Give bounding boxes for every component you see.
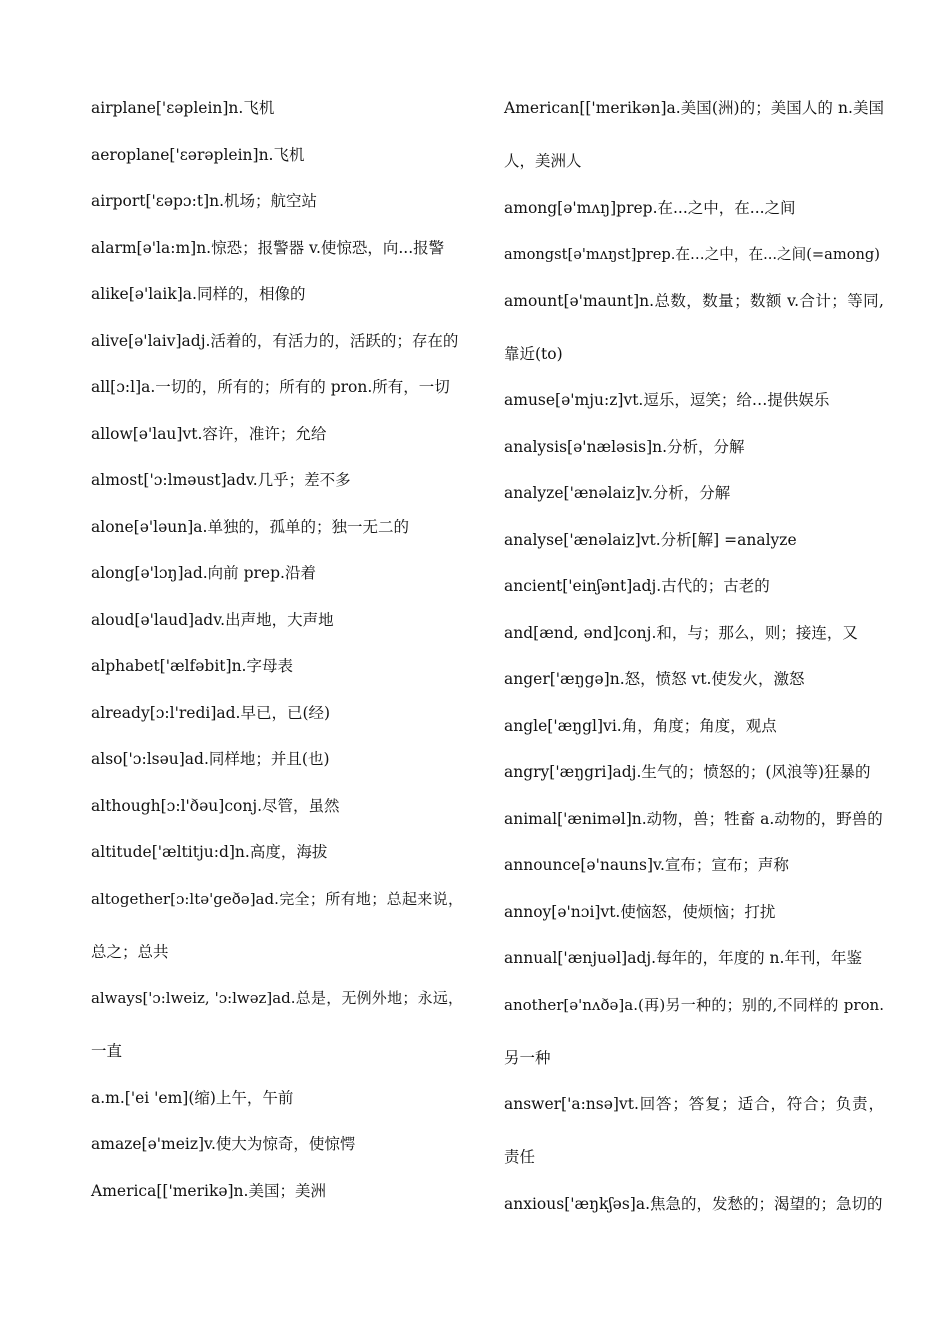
vocab-entry-line: although[ɔ:l'ðəu]conj.尽管，虽然 xyxy=(91,796,340,815)
vocab-entry-line: always['ɔ:lweiz, 'ɔ:lwəz]ad.总是，无例外地；永远， xyxy=(91,989,463,1007)
vocab-entry-line: among[ə'mʌŋ]prep.在...之中，在...之间 xyxy=(504,198,796,217)
vocab-entry-line: angry['æŋgri]adj.生气的；愤怒的；(风浪等)狂暴的 xyxy=(504,763,871,781)
vocab-entry-line: annual['ænjuəl]adj.每年的，年度的 n.年刊，年鉴 xyxy=(504,949,862,967)
vocab-entry-line: angle['æŋgl]vi.角，角度；角度，观点 xyxy=(504,716,777,735)
vocab-entry xyxy=(91,422,463,447)
vocab-entry xyxy=(91,329,463,354)
vocab-entry xyxy=(504,807,884,832)
vocab-entry xyxy=(504,853,884,878)
vocab-entry-line: animal['æniməl]n.动物，兽；牲畜 a.动物的，野兽的 xyxy=(504,809,883,828)
vocab-entry xyxy=(504,435,884,460)
vocab-entry-line: also['ɔ:lsəu]ad.同样地；并且(也) xyxy=(91,750,330,768)
vocab-entry-line: ancient['einʃənt]adj.古代的；古老的 xyxy=(504,577,770,595)
vocab-entry-continuation: 另一种 xyxy=(504,1048,551,1067)
vocab-entry-line: amuse[ə'mju:z]vt.逗乐，逗笑；给…提供娱乐 xyxy=(504,391,830,409)
vocab-entry-line: anxious['æŋkʃəs]a.焦急的，发愁的；渴望的；急切的 xyxy=(504,1194,883,1213)
vocab-entry-line: allow[ə'lau]vt.容许，准许；允给 xyxy=(91,424,327,443)
vocab-entry-line: a.m.['ei 'em](缩)上午，午前 xyxy=(91,1088,294,1107)
vocab-entry xyxy=(91,468,463,493)
vocab-entry xyxy=(504,574,884,599)
vocab-entry xyxy=(504,1192,884,1217)
vocab-entry xyxy=(91,1132,463,1157)
vocab-entry xyxy=(91,986,463,1064)
vocab-entry xyxy=(504,621,884,646)
vocab-entry-line: already[ɔ:l'redi]ad.早已，已(经) xyxy=(91,703,331,722)
vocab-entry xyxy=(91,189,463,214)
vocab-entry xyxy=(504,667,884,692)
vocab-entry xyxy=(504,714,884,739)
vocab-entry-line: America[['merikə]n.美国；美洲 xyxy=(91,1181,326,1200)
vocab-entry xyxy=(91,747,463,772)
vocab-entry-continuation: 总之；总共 xyxy=(91,942,169,961)
vocab-entry xyxy=(504,289,884,367)
vocab-entry xyxy=(91,654,463,679)
vocab-entry xyxy=(504,528,884,553)
vocab-entry-line: analysis[ə'næləsis]n.分析，分解 xyxy=(504,437,745,456)
vocab-entry xyxy=(91,701,463,726)
vocab-entry-continuation: 靠近(to) xyxy=(504,344,563,363)
vocab-entry xyxy=(91,96,463,121)
vocab-entry-line: amongst[ə'mʌŋst]prep.在…之中，在...之间(=among) xyxy=(504,246,880,263)
vocab-entry-line: almost['ɔ:lməust]adv.几乎；差不多 xyxy=(91,471,351,489)
vocab-entry-line: altogether[ɔ:ltə'geðə]ad.完全；所有地；总起来说， xyxy=(91,889,463,908)
vocab-entry-line: alphabet['ælfəbit]n.字母表 xyxy=(91,657,293,675)
vocab-entry-line: analyse['ænəlaiz]vt.分析[解] =analyze xyxy=(504,530,797,549)
vocab-entry xyxy=(91,1086,463,1111)
vocab-entry-continuation: 人，美洲人 xyxy=(504,152,582,170)
vocab-entry-line: annoy[ə'nɔi]vt.使恼怒，使烦恼；打扰 xyxy=(504,902,776,921)
vocab-entry xyxy=(91,608,463,633)
vocab-entry xyxy=(504,900,884,925)
vocab-entry-continuation: 责任 xyxy=(504,1148,536,1166)
vocab-entry xyxy=(91,1179,463,1204)
vocab-entry xyxy=(504,481,884,506)
vocab-entry-line: aloud[ə'laud]adv.出声地，大声地 xyxy=(91,610,334,629)
vocab-entry-line: anger['æŋgə]n.怒，愤怒 vt.使发火，激怒 xyxy=(504,670,805,688)
vocab-entry xyxy=(504,196,884,221)
vocab-entry xyxy=(91,887,463,965)
vocab-entry xyxy=(91,794,463,819)
vocab-entry xyxy=(504,96,884,174)
vocab-entry xyxy=(504,242,884,267)
vocab-entry xyxy=(91,236,463,261)
vocab-entry xyxy=(504,946,884,971)
left-column xyxy=(91,96,463,1225)
vocab-entry xyxy=(91,282,463,307)
vocab-entry-line: announce[ə'nauns]v.宣布；宣布；声称 xyxy=(504,856,789,874)
vocab-entry xyxy=(504,388,884,413)
vocab-entry xyxy=(504,1092,884,1170)
right-column xyxy=(504,96,884,1238)
vocab-entry xyxy=(91,561,463,586)
vocab-entry-line: aeroplane['ɛərəplein]n.飞机 xyxy=(91,145,305,164)
vocab-entry xyxy=(91,840,463,865)
vocab-entry-line: another[ə'nʌðə]a.(再)另一种的；别的,不同样的 pron. xyxy=(504,995,884,1014)
vocab-entry-continuation: 一直 xyxy=(91,1042,123,1060)
vocab-entry-line: and[ænd, ənd]conj.和，与；那么，则；接连，又 xyxy=(504,623,858,642)
vocab-entry-line: along[ə'lɔŋ]ad.向前 prep.沿着 xyxy=(91,564,316,582)
vocab-entry-line: alike[ə'laik]a.同样的，相像的 xyxy=(91,285,306,303)
vocab-entry xyxy=(91,375,463,400)
vocab-entry-line: American[['merikən]a.美国(洲)的；美国人的 n.美国 xyxy=(504,99,884,117)
vocab-entry-line: answer['a:nsə]vt.回答；答复；适合，符合；负责， xyxy=(504,1095,884,1113)
vocab-entry-line: alone[ə'ləun]a.单独的，孤单的；独一无二的 xyxy=(91,517,409,536)
vocab-entry-line: alarm[ə'la:m]n.惊恐；报警器 v.使惊恐，向...报警 xyxy=(91,238,445,257)
vocab-entry-line: airplane['ɛəplein]n.飞机 xyxy=(91,99,275,117)
vocab-entry-line: analyze['ænəlaiz]v.分析，分解 xyxy=(504,484,731,502)
vocab-entry xyxy=(91,515,463,540)
vocab-entry-line: all[ɔ:l]a.一切的，所有的；所有的 pron.所有，一切 xyxy=(91,378,450,396)
vocab-entry-line: amaze[ə'meiz]v.使大为惊奇，使惊愕 xyxy=(91,1135,356,1153)
vocab-entry xyxy=(504,993,884,1071)
vocab-entry-line: alive[ə'laiv]adj.活着的，有活力的，活跃的；存在的 xyxy=(91,331,459,350)
vocab-entry xyxy=(504,760,884,785)
vocab-entry xyxy=(91,143,463,168)
vocab-entry-line: airport['ɛəpɔ:t]n.机场；航空站 xyxy=(91,192,318,210)
vocab-entry-line: amount[ə'maunt]n.总数，数量；数额 v.合计；等同, xyxy=(504,291,884,310)
vocab-entry-line: altitude['æltitju:d]n.高度，海拔 xyxy=(91,843,328,861)
